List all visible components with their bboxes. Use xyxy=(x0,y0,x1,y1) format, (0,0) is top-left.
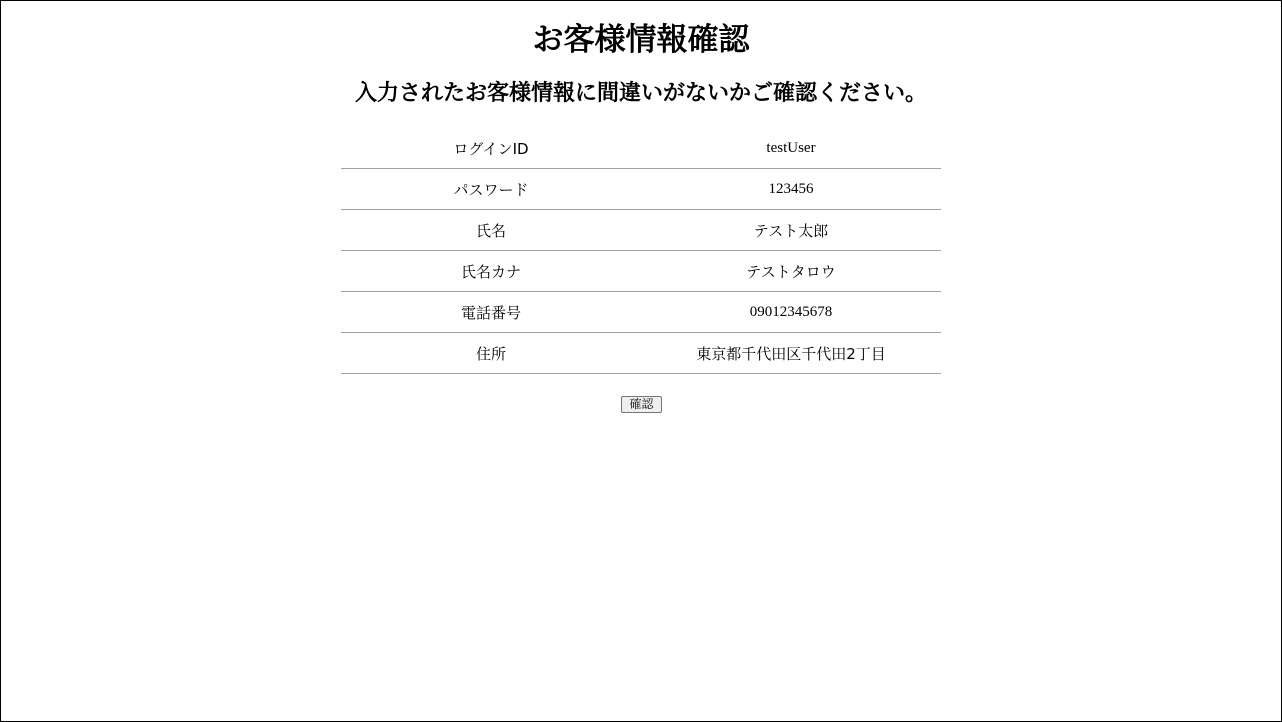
name-label: 氏名 xyxy=(341,210,641,251)
table-row xyxy=(341,169,941,210)
table-row xyxy=(341,128,941,169)
phone-label: 電話番号 xyxy=(341,292,641,333)
page-subtitle: 入力されたお客様情報に間違いがないかご確認ください。 xyxy=(354,81,927,106)
password-label: パスワード xyxy=(341,169,641,210)
table-row xyxy=(341,210,941,251)
name-kana-value: テストタロウ xyxy=(641,251,941,292)
table-row xyxy=(341,251,941,292)
name-value: テスト太郎 xyxy=(641,210,941,251)
address-value: 東京都千代田区千代田2丁目 xyxy=(641,333,941,374)
name-kana-label: 氏名カナ xyxy=(341,251,641,292)
address-label: 住所 xyxy=(341,333,641,374)
confirm-button[interactable]: 確認 xyxy=(621,396,662,413)
page-title: お客様情報確認 xyxy=(532,22,750,58)
table-row xyxy=(341,292,941,333)
table-row xyxy=(341,333,941,374)
login-id-label: ログインID xyxy=(341,128,641,169)
customer-info-table xyxy=(341,128,941,374)
phone-value: 09012345678 xyxy=(641,292,941,333)
password-value: 123456 xyxy=(641,169,941,210)
login-id-value: testUser xyxy=(641,128,941,169)
